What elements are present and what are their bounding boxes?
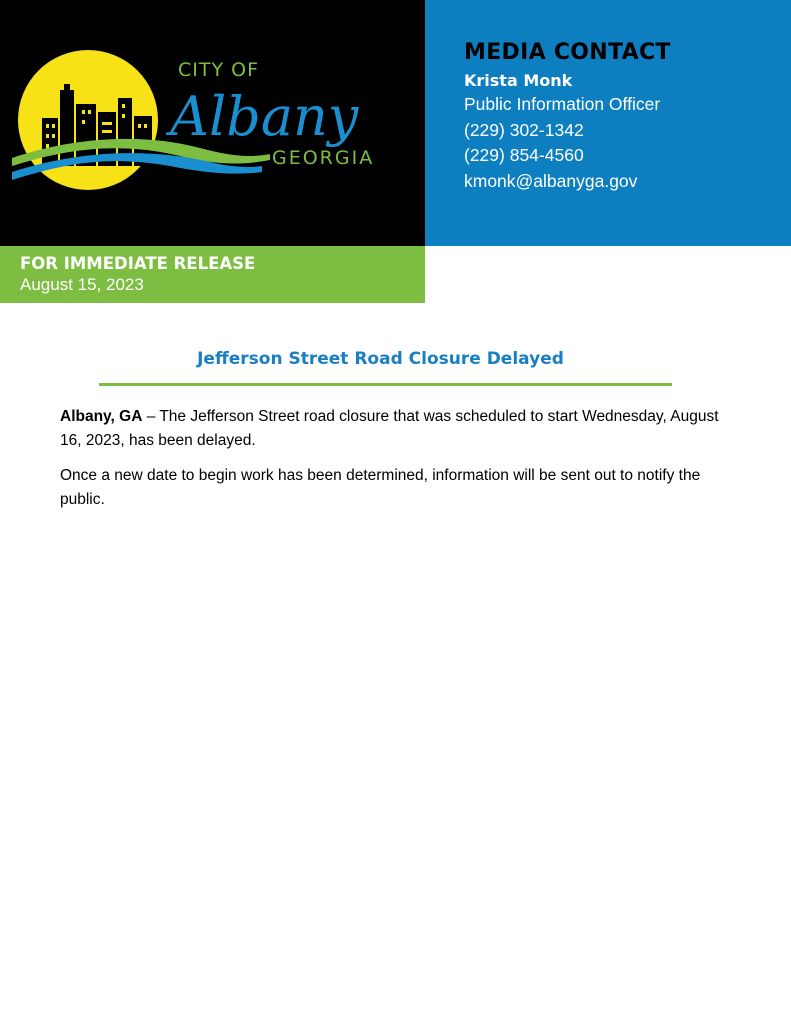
contact-email[interactable]: kmonk@albanyga.gov [464,170,638,191]
release-banner [0,246,425,303]
media-contact-heading: MEDIA CONTACT [464,40,671,65]
logo-panel [0,0,425,246]
release-label: FOR IMMEDIATE RELEASE [20,254,256,273]
paragraph-1 [60,405,740,453]
logo-georgia: GEORGIA [272,147,375,169]
paragraph-2: Once a new date to begin work has been determined, information will be sent out to notify the public. [60,467,701,508]
city-logo [0,0,425,246]
title-divider [99,383,672,386]
dateline: Albany, GA [60,408,143,425]
contact-name: Krista Monk [464,71,573,90]
media-contact-panel [425,0,791,246]
release-date: August 15, 2023 [20,275,144,294]
contact-phone-1[interactable]: (229) 302-1342 [464,119,584,140]
contact-phone-2[interactable]: (229) 854-4560 [464,145,584,165]
contact-title: Public Information Officer [464,94,661,114]
logo-albany: Albany [170,85,359,148]
paragraph-1-text: – The Jefferson Street road closure that was scheduled to start Wednesday, August 16, 2023, has been delayed. [60,408,719,449]
logo-city-of: CITY OF [178,59,260,81]
article-body [60,405,740,523]
article-title: Jefferson Street Road Closure Delayed [197,349,564,369]
